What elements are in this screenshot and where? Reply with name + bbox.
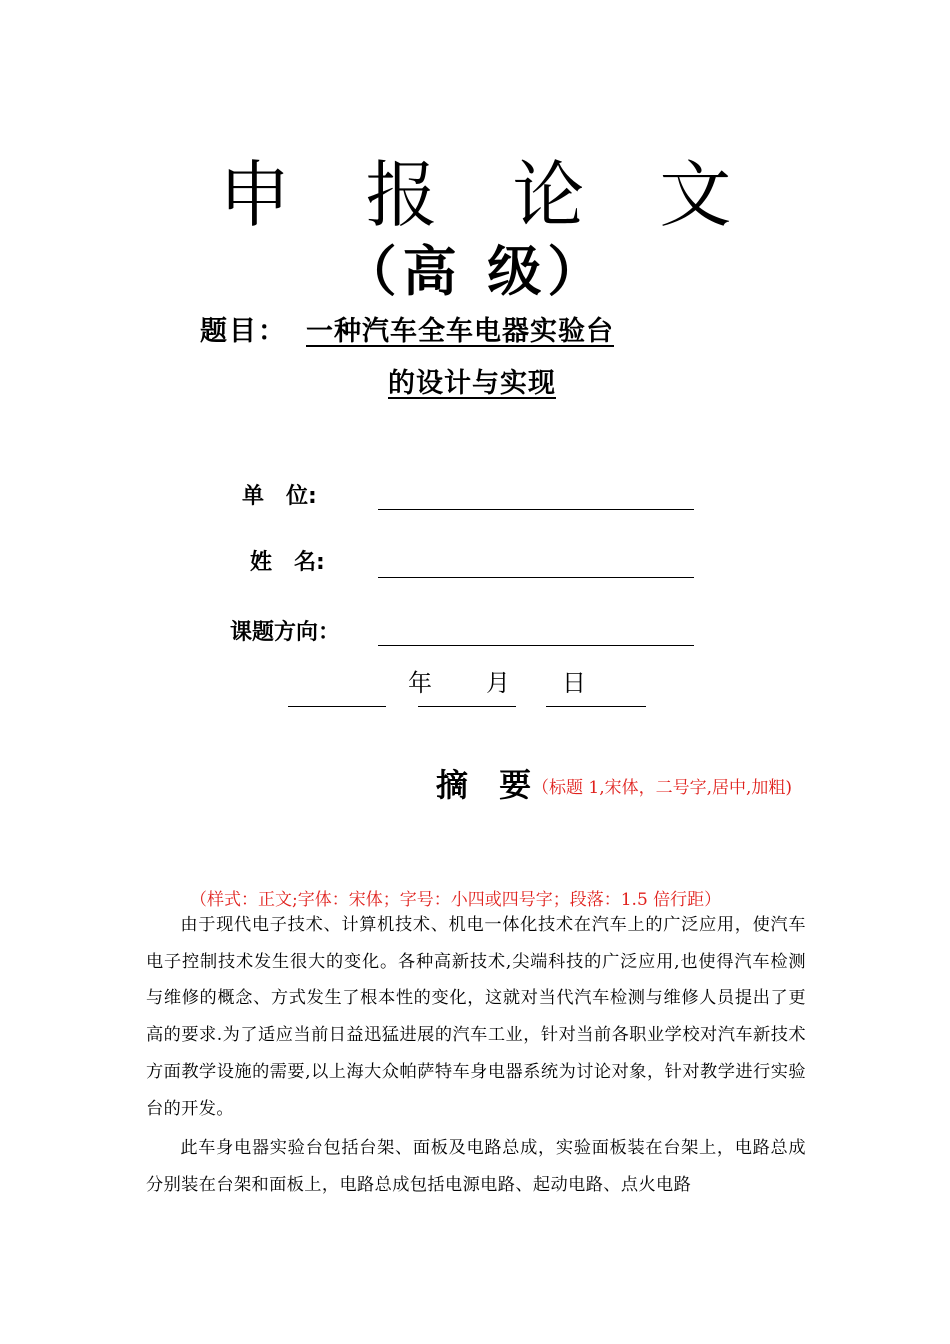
abstract-paragraph-2 [146,1130,806,1203]
topic-label: 题目： [200,316,287,347]
page-title: 申 报 论 文 [218,153,758,237]
unit-field-line [378,509,694,510]
direction-label: 课题方向： [230,620,341,645]
date-day-line [546,706,646,707]
date-year-line [288,706,386,707]
name-field-line [378,577,694,578]
unit-label: 单 位: [242,484,317,509]
abstract-heading: 摘 要 [436,766,542,804]
page-subtitle: （高 级） [342,240,608,303]
date-year-label: 年 [408,669,432,697]
topic-title-line-2: 的设计与实现 [388,368,556,399]
direction-field-line [378,645,694,646]
body-style-note: （样式：正文;字体：宋体；字号：小四或四号字；段落：1.5 倍行距） [190,890,722,910]
abstract-paragraph-1 [146,907,806,1127]
name-label: 姓 名: [250,550,325,575]
date-month-line [418,706,516,707]
date-month-label: 月 [486,669,510,697]
date-day-label: 日 [562,669,586,697]
abstract-paragraph-2-text: 此车身电器实验台包括台架、面板及电路总成，实验面板装在台架上，电路总成分别装在台架和面板上，电路总成包括电源电路、起动电路、点火电路 [146,1138,806,1195]
topic-title-line-1: 一种汽车全车电器实验台 [306,316,614,347]
abstract-heading-style-note: （标题 1,宋体，二号字,居中,加粗) [532,778,793,798]
abstract-paragraph-1-text: 由于现代电子技术、计算机技术、机电一体化技术在汽车上的广泛应用，使汽车电子控制技术发生很大的变化。各种高新技术,尖端科技的广泛应用,也使得汽车检测与维修的概念、方式发生了根本性的变化，这就对当代汽车检测与维修人员提出了更高的要求.为了适应当前日益迅猛进展的汽车工业，针对当前各职业学校对汽车新技术方面教学设施的需要,以上海大众帕萨特车身电器系统为讨论对象，针对教学进行实验台的开发。 [146,915,806,1119]
